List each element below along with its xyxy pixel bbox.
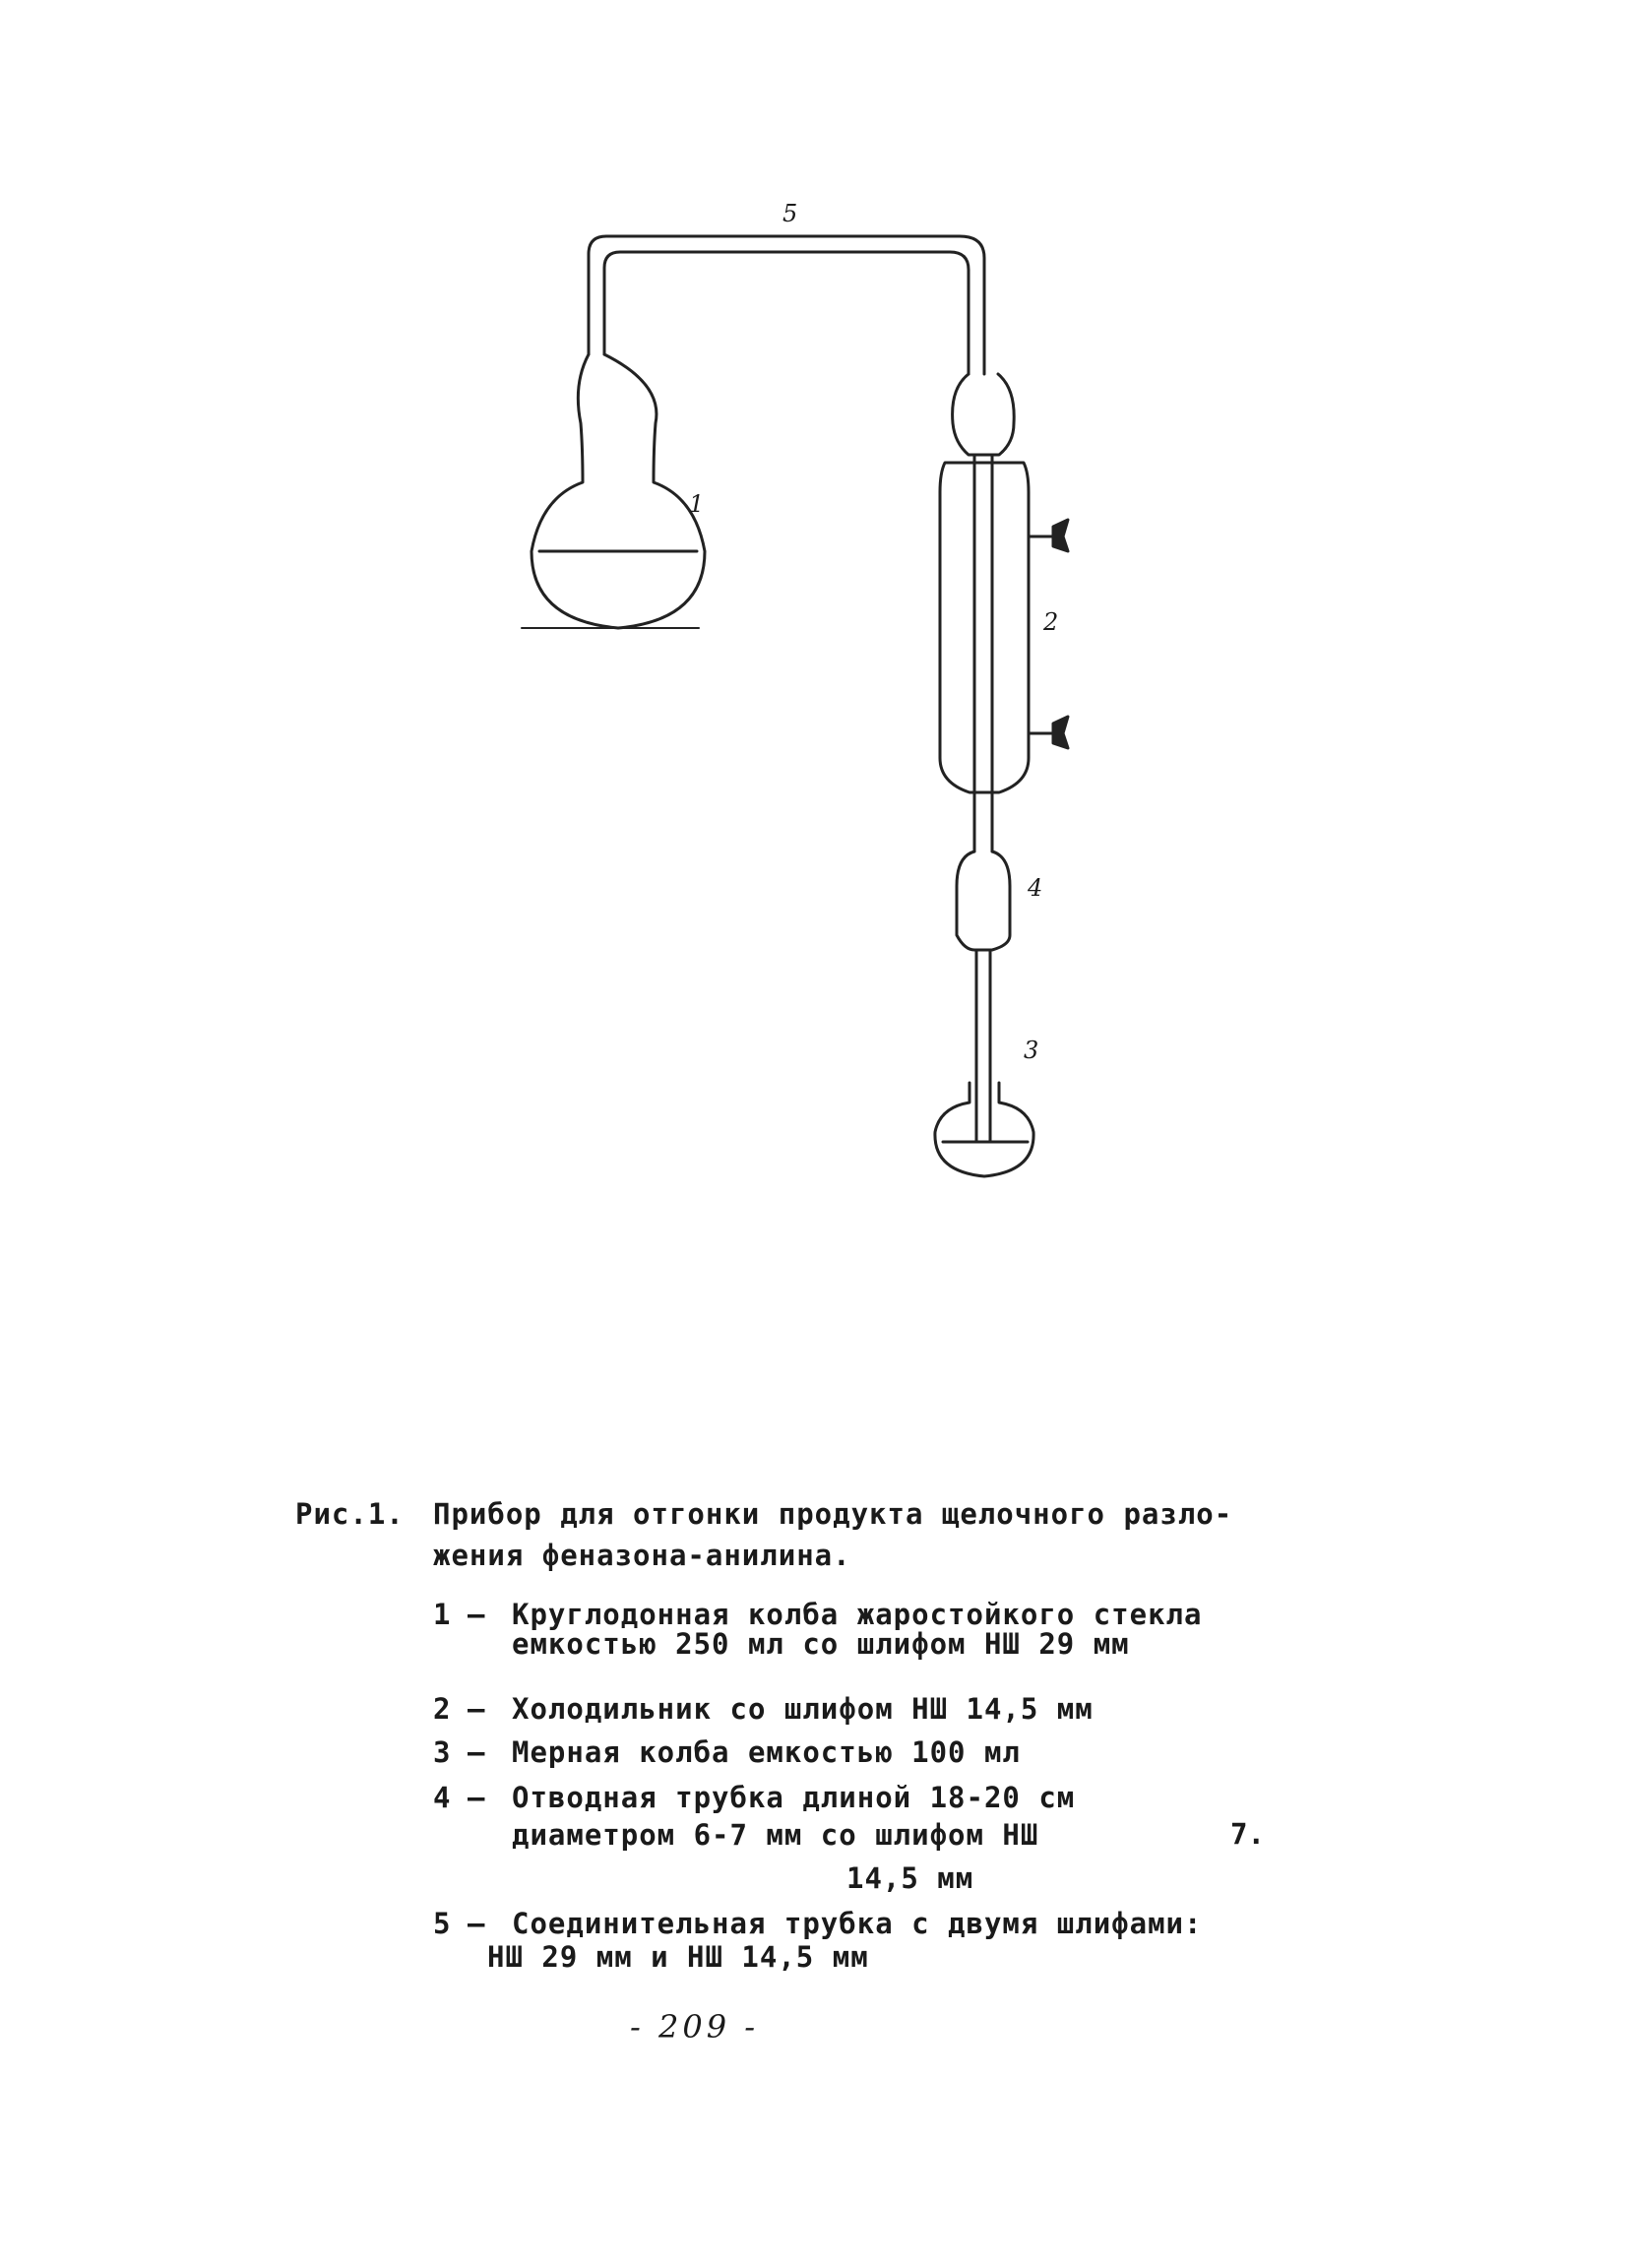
water-out-icon xyxy=(1053,520,1068,551)
condenser-joint xyxy=(953,374,1015,455)
round-bottom-flask xyxy=(532,354,705,628)
caption-item-1-num: 1 xyxy=(433,1598,452,1631)
caption-item-5-num: 5 xyxy=(433,1907,452,1940)
caption-item-4-line2: диаметром 6-7 мм со шлифом НШ xyxy=(512,1818,1039,1852)
label-connecting-tube: 5 xyxy=(782,200,798,227)
caption-item-5-line1: Соединительная трубка с двумя шлифами: xyxy=(512,1907,1203,1940)
caption-item-2-num: 2 xyxy=(433,1692,452,1726)
caption-item-1-line1: Круглодонная колба жаростойкого стекла xyxy=(512,1598,1203,1631)
caption-item-4-num: 4 xyxy=(433,1781,452,1814)
caption-prefix: Рис.1. xyxy=(295,1497,405,1531)
volumetric-flask xyxy=(935,1083,1033,1176)
label-condenser: 2 xyxy=(1043,608,1059,636)
caption-item-3-line1: Мерная колба емкостью 100 мл xyxy=(512,1735,1021,1769)
connecting-tube xyxy=(589,236,984,374)
condenser xyxy=(940,463,1029,792)
label-outlet-tube: 4 xyxy=(1028,874,1043,902)
caption-item-4-line3: 14,5 мм xyxy=(846,1861,974,1895)
caption-title-line2: жения феназона-анилина. xyxy=(433,1539,851,1572)
label-receiver: 3 xyxy=(1024,1037,1039,1064)
caption-item-1-line2: емкостью 250 мл со шлифом НШ 29 мм xyxy=(512,1627,1130,1661)
outlet-tube-joint xyxy=(957,851,1010,950)
water-in-icon xyxy=(1053,717,1068,748)
page-number: - 209 - xyxy=(630,2008,760,2046)
caption-item-2-line1: Холодильник со шлифом НШ 14,5 мм xyxy=(512,1692,1094,1726)
caption-item-4-line1: Отводная трубка длиной 18-20 см xyxy=(512,1781,1076,1814)
caption-title-line1: Прибор для отгонки продукта щелочного разло- xyxy=(433,1497,1233,1531)
side-mark: 7. xyxy=(1230,1817,1265,1851)
label-flask: 1 xyxy=(689,490,705,518)
caption-item-3-num: 3 xyxy=(433,1735,452,1769)
caption-item-5-line2: НШ 29 мм и НШ 14,5 мм xyxy=(487,1940,869,1974)
